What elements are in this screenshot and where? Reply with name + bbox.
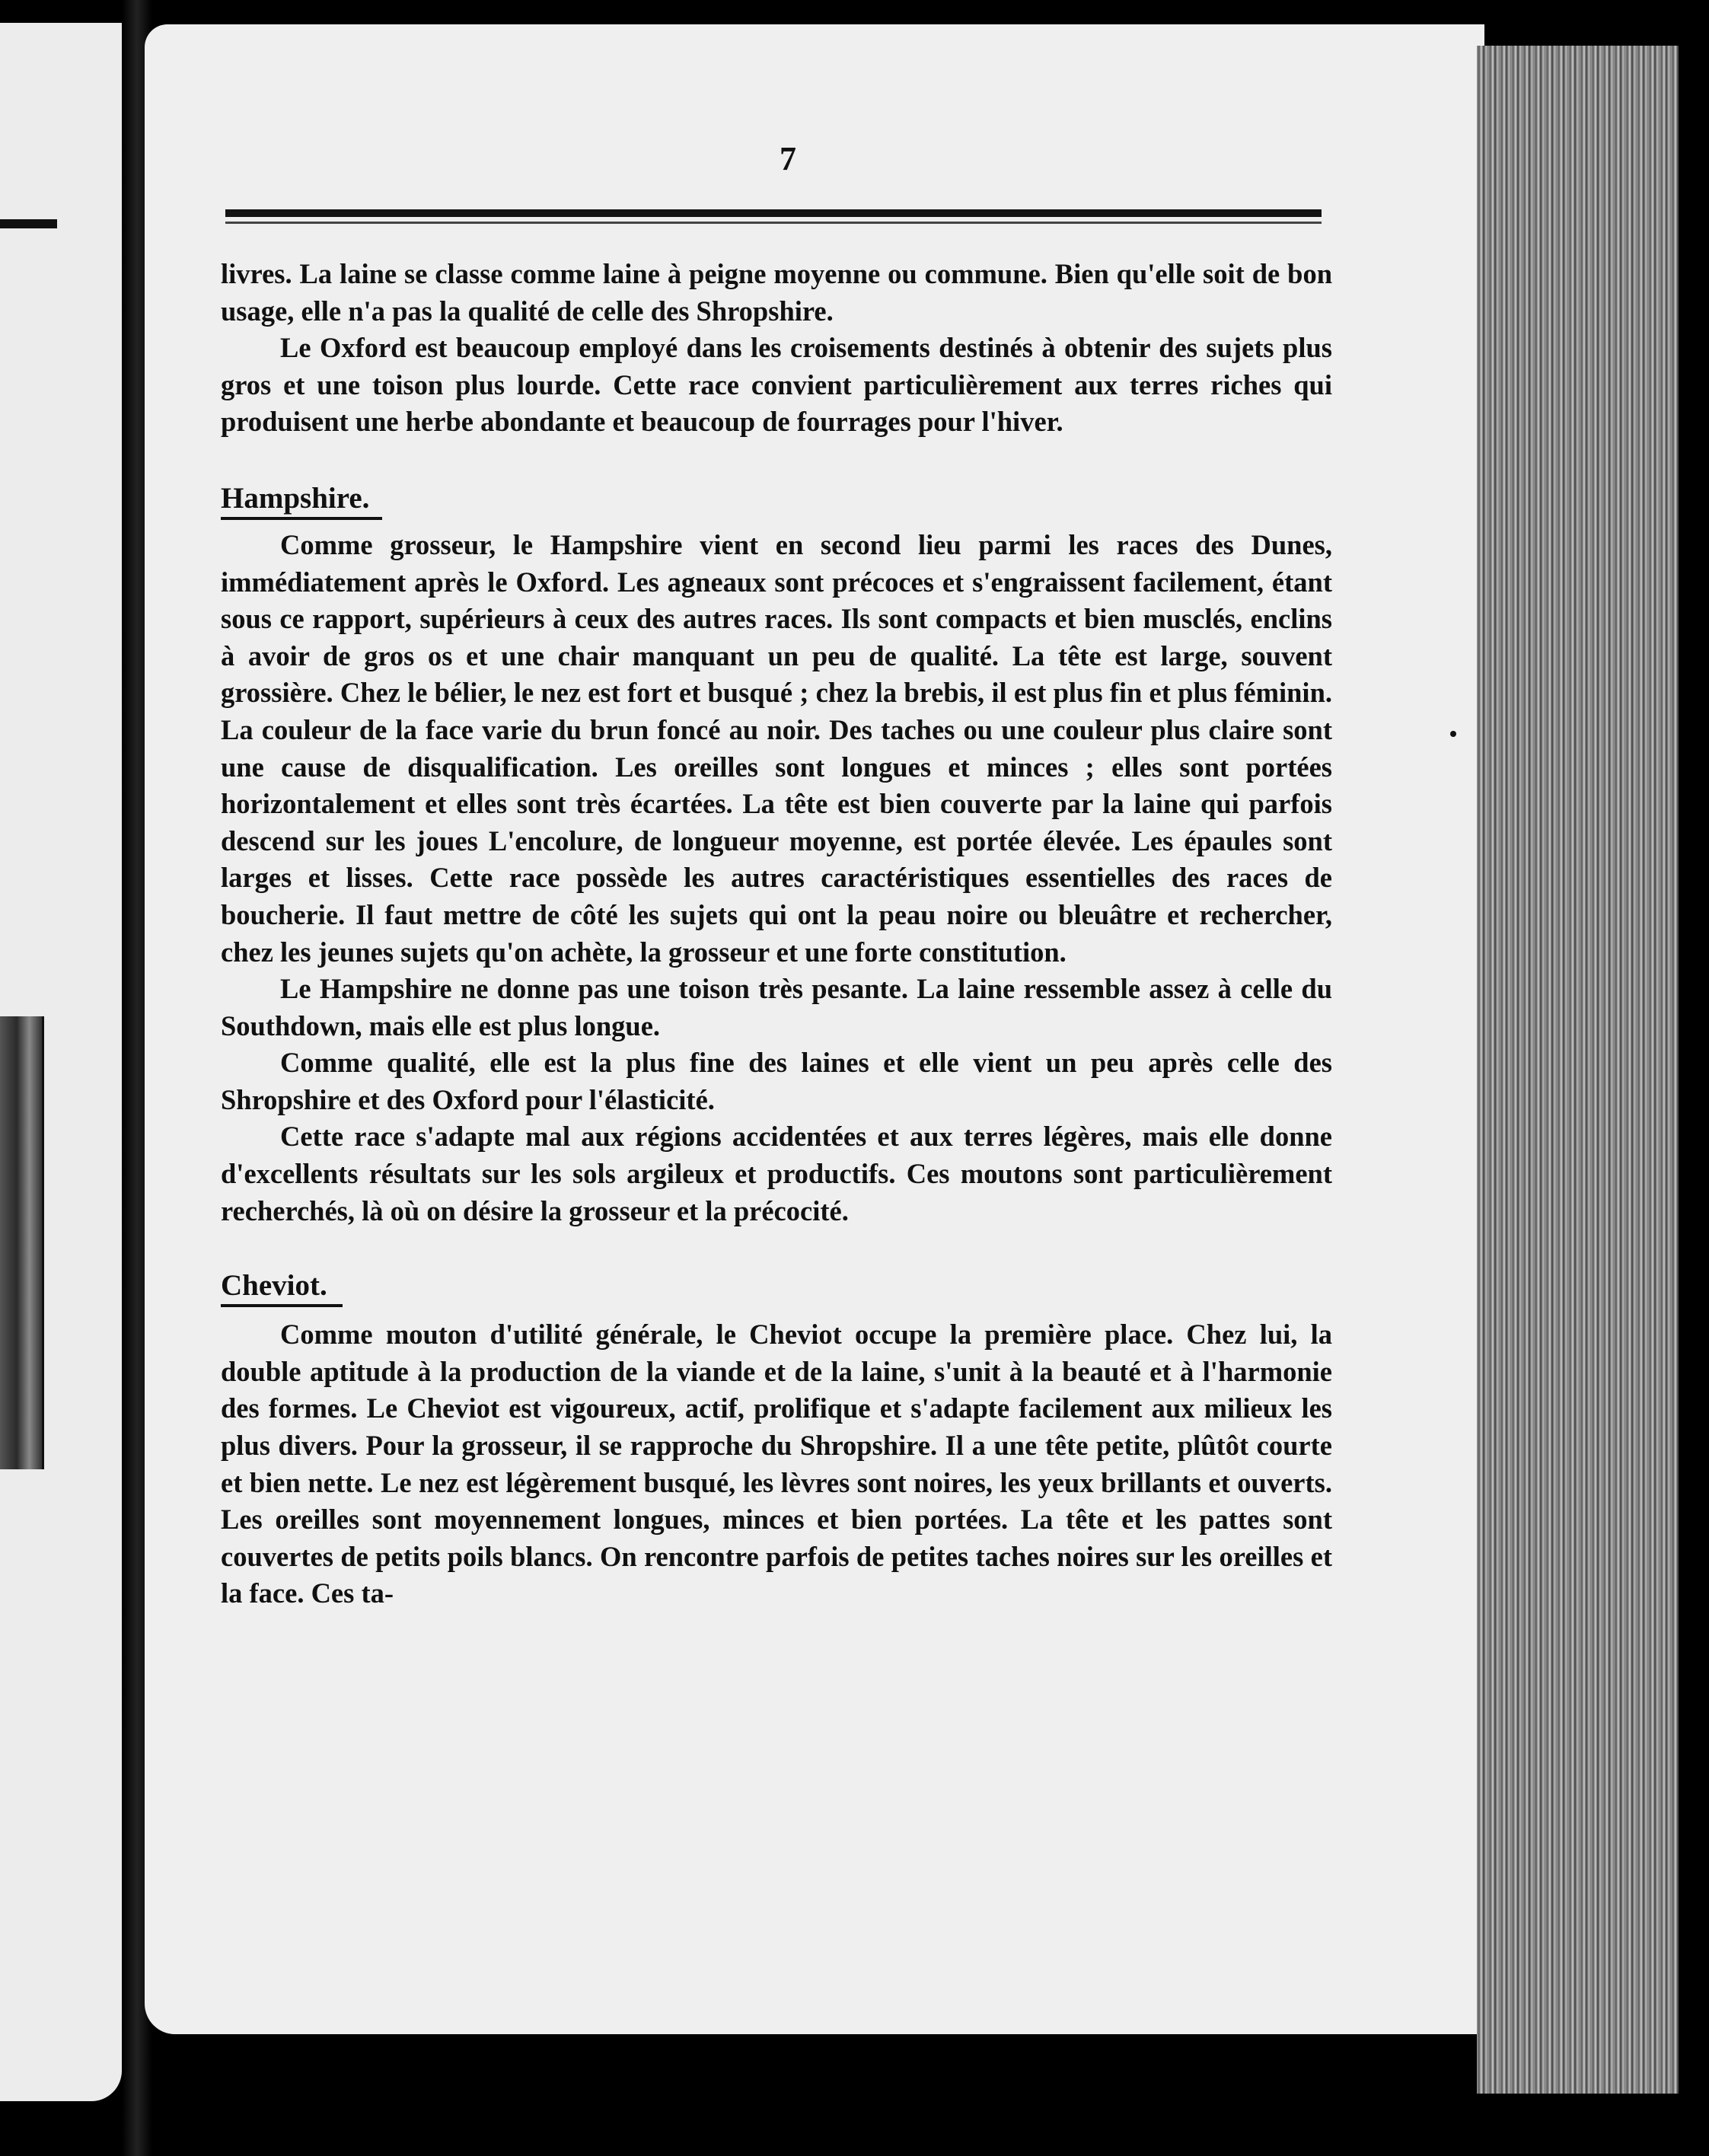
- section-heading-cheviot: Cheviot.: [221, 1269, 327, 1303]
- section-heading-hampshire: Hampshire.: [221, 481, 370, 515]
- background-edge: [1679, 30, 1709, 2156]
- paragraph: Comme qualité, elle est la plus fine des laines et elle vient un peu après celle des Shropshire et des Oxford pour l'élasticité.: [221, 1047, 1332, 1115]
- facing-page-rule: [0, 219, 57, 228]
- paragraph: Le Hampshire ne donne pas une toison très pesante. La laine ressemble assez à celle du Southdown, mais elle est plus longue.: [221, 973, 1332, 1041]
- section-heading-wrapper: [221, 471, 1332, 521]
- heading-underline: [221, 1304, 343, 1307]
- page-number: 7: [780, 140, 796, 177]
- paragraph: Le Oxford est beaucoup employé dans les croisements destinés à obtenir des sujets plus gros et une toison plus lourde. Cette race convient particulièrement aux terres riches qui produisent une herbe abondante et beaucoup de fourrages pour l'hiver.: [221, 332, 1332, 438]
- page-stack-edge: [1477, 46, 1698, 2094]
- margin-mark: [1450, 731, 1456, 737]
- paragraph: Cette race s'adapte mal aux régions accidentées et aux terres légères, mais elle donne d'excellents résultats sur les sols argileux et productifs. Ces moutons sont particulièrement recherchés, là où on désire la grosseur et la précocité.: [221, 1121, 1332, 1226]
- section-heading-wrapper: [221, 1258, 1332, 1306]
- paragraph: Comme mouton d'utilité générale, le Cheviot occupe la première place. Chez lui, la double aptitude à la production de la viande et de la laine, s'unit à la beauté et à l'harmonie des formes. Le Cheviot est vigoureux, actif, prolifique et s'adapte facilement aux milieux les plus divers. Pour la grosseur, il se rapproche du Shropshire. Il a une tête petite, plûtôt courte et bien nette. Le nez est légèrement busqué, les lèvres sont noires, les yeux brillants et ouverts. Les oreilles sont moyennement longues, minces et bien portées. La tête et les pattes sont couvertes de petits poils blancs. On rencontre parfois de petites taches noires sur les oreilles et la face. Ces ta-: [221, 1319, 1332, 1609]
- page-body: [221, 256, 1332, 1612]
- facing-page-left: [0, 23, 122, 2101]
- heading-underline: [221, 517, 382, 520]
- header-rule: [225, 209, 1322, 217]
- header-rule-thin: [225, 222, 1322, 224]
- paragraph: livres. La laine se classe comme laine à peigne moyenne ou commune. Bien qu'elle soit de bon usage, elle n'a pas la qualité de celle des Shropshire.: [221, 258, 1332, 327]
- facing-page-photo: [0, 1016, 44, 1469]
- paragraph: Comme grosseur, le Hampshire vient en second lieu parmi les races des Dunes, immédiatement après le Oxford. Les agneaux sont précoces et s'engraissent facilement, étant sous ce rapport, supérieurs à ceux des autres races. Ils sont compacts et bien musclés, enclins à avoir de gros os et une chair manquant un peu de qualité. La tête est large, souvent grossière. Chez le bélier, le nez est fort et busqué ; chez la brebis, il est plus fin et plus féminin. La couleur de la face varie du brun foncé au noir. Des taches ou une couleur plus claire sont une cause de disqualification. Les oreilles sont longues et minces ; elles sont portées horizontalement et elles sont très écartées. La tête est bien couverte par la laine qui parfois descend sur les joues L'encolure, de longueur moyenne, est portée élevée. Les épaules sont larges et lisses. Cette race possède les autres caractéristiques essentielles des races de boucherie. Il faut mettre de côté les sujets qui ont la peau noire ou bleuâtre et rechercher, chez les jeunes sujets qu'on achète, la grosseur et une forte constitution.: [221, 528, 1332, 968]
